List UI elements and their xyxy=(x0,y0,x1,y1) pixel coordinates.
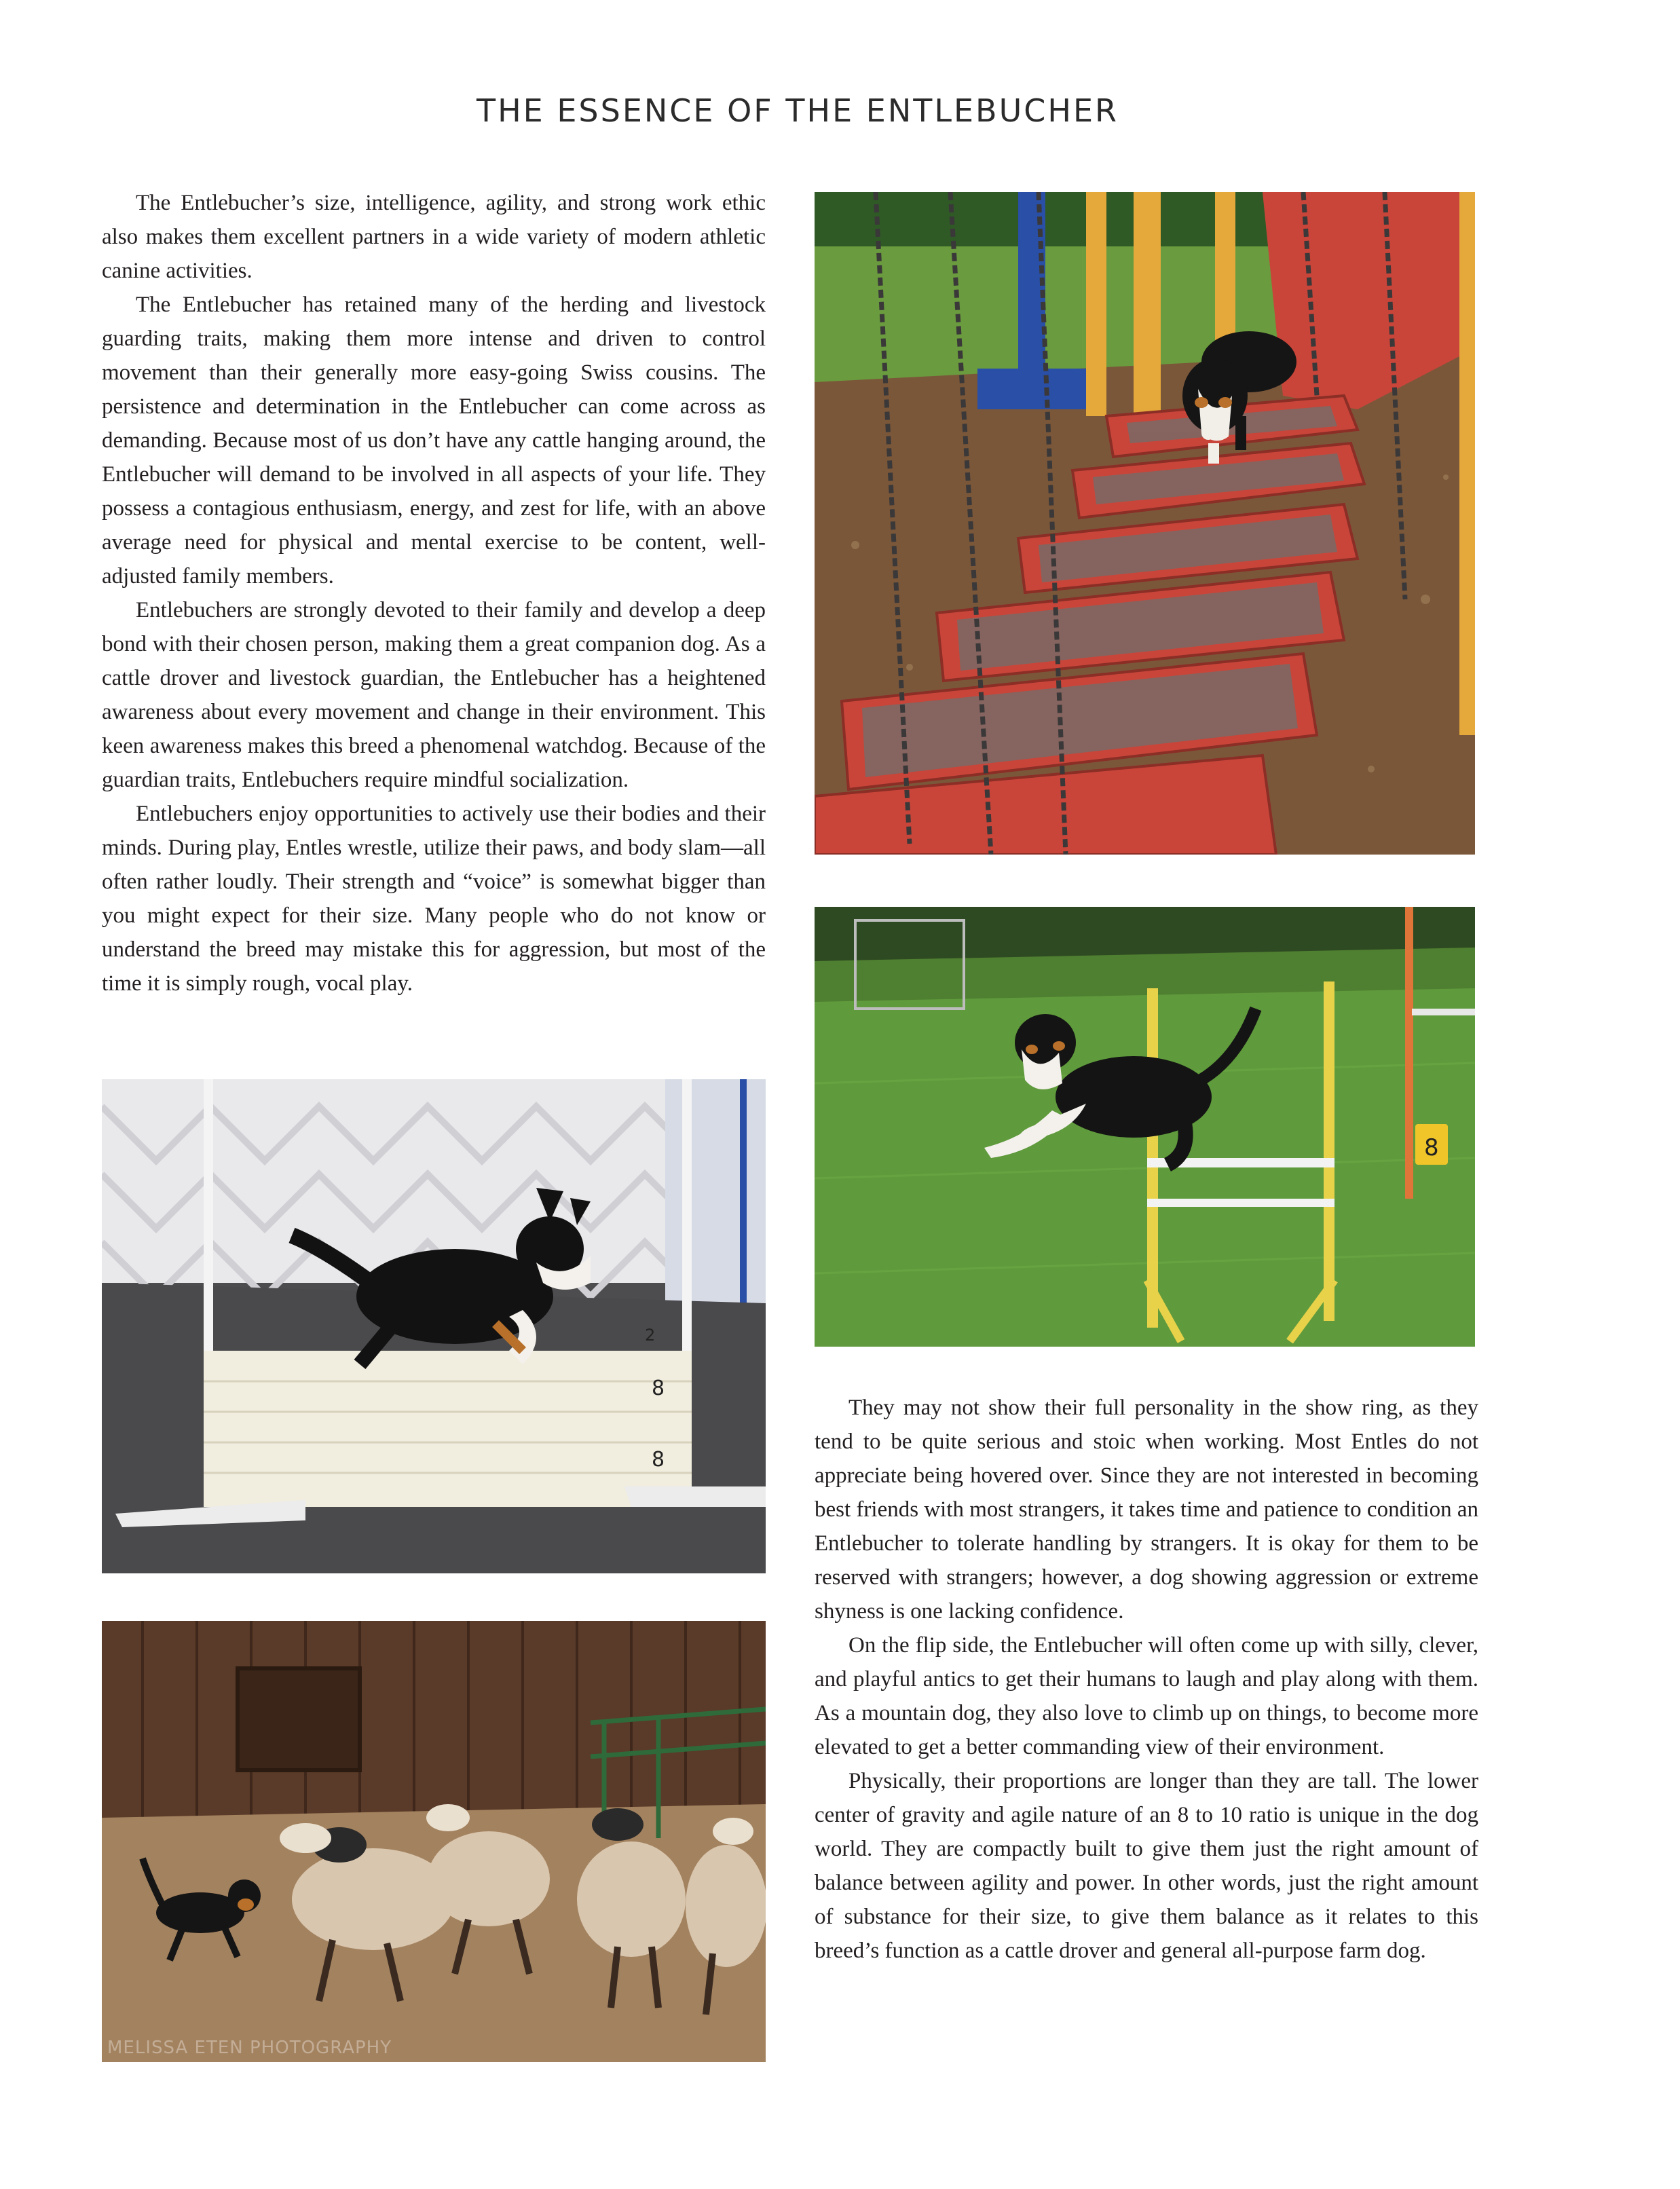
panel-number-bottom: 8 xyxy=(652,1448,665,1472)
page-title: THE ESSENCE OF THE ENTLEBUCHER xyxy=(476,92,1119,129)
panel-number-top: 2 xyxy=(645,1326,656,1345)
outdoor-agility-photo xyxy=(815,907,1475,1347)
playground-bridge-photo xyxy=(815,192,1475,855)
paragraph: The Entlebucher has retained many of the herding and livestock guarding traits, making them more intense and driven to control movement than their generally more easy-going Swiss cousins. The persistence and determination in the Entlebucher can come across as demanding. Because most of us don’t have any cattle hanging around, the Entlebucher will demand to be involved in all aspects of your life. They possess a contagious enthusiasm, energy, and zest for life, with an above average need for physical and mental exercise to be content, well-adjusted family members. xyxy=(102,293,766,588)
paragraph: On the flip side, the Entlebucher will often come up with silly, clever, and playful antics to get their humans to laugh and play along with them. As a mountain dog, they also love to climb up on things, to become more elevated to get a better commanding view of their environment. xyxy=(815,1633,1478,1759)
paragraph: Entlebuchers enjoy opportunities to actively use their bodies and their minds. During play, Entles wrestle, utilize their paws, and body slam—all often rather loudly. Their strength and “voice” is somewhat bigger than you might expect for their size. Many people who do not know or understand the breed may mistake this for aggression, but most of the time it is simply rough, vocal play. xyxy=(102,802,766,996)
right-text-column xyxy=(815,1391,1478,1968)
panel-number-middle: 8 xyxy=(652,1377,665,1400)
paragraph: The Entlebucher’s size, intelligence, agility, and strong work ethic also makes them excellent partners in a wide variety of modern athletic canine activities. xyxy=(102,191,766,283)
herding-photo xyxy=(102,1621,766,2062)
jump-number: 8 xyxy=(1424,1134,1439,1161)
photo-watermark: MELISSA ETEN PHOTOGRAPHY xyxy=(107,2038,392,2058)
paragraph: They may not show their full personality in the show ring, as they tend to be quite serious and stoic when working. Most Entles do not appreciate being hovered over. Since they are not interested in becoming best friends with most strangers, it takes time and patience to condition an Entlebucher to tolerate handling by strangers. It is okay for them to be reserved with strangers; however, a dog showing aggression or extreme shyness is one lacking confidence. xyxy=(815,1396,1478,1624)
left-text-column xyxy=(102,186,766,1000)
paragraph: Entlebuchers are strongly devoted to their family and develop a deep bond with their chosen person, making them a great companion dog. As a cattle drover and livestock guardian, the Entlebucher has a heightened awareness about every movement and change in their environment. This keen awareness makes this breed a phenomenal watchdog. Because of the guardian traits, Entlebuchers require mindful socialization. xyxy=(102,598,766,792)
indoor-agility-photo xyxy=(102,1079,766,1573)
paragraph: Physically, their proportions are longer than they are tall. The lower center of gravity and agile nature of an 8 to 10 ratio is unique in the dog world. They are compactly built to give them just the right amount of balance between agility and power. In other words, just the right amount of substance for their size, to give them balance as it relates to this breed’s function as a cattle drover and general all-purpose farm dog. xyxy=(815,1769,1478,1963)
